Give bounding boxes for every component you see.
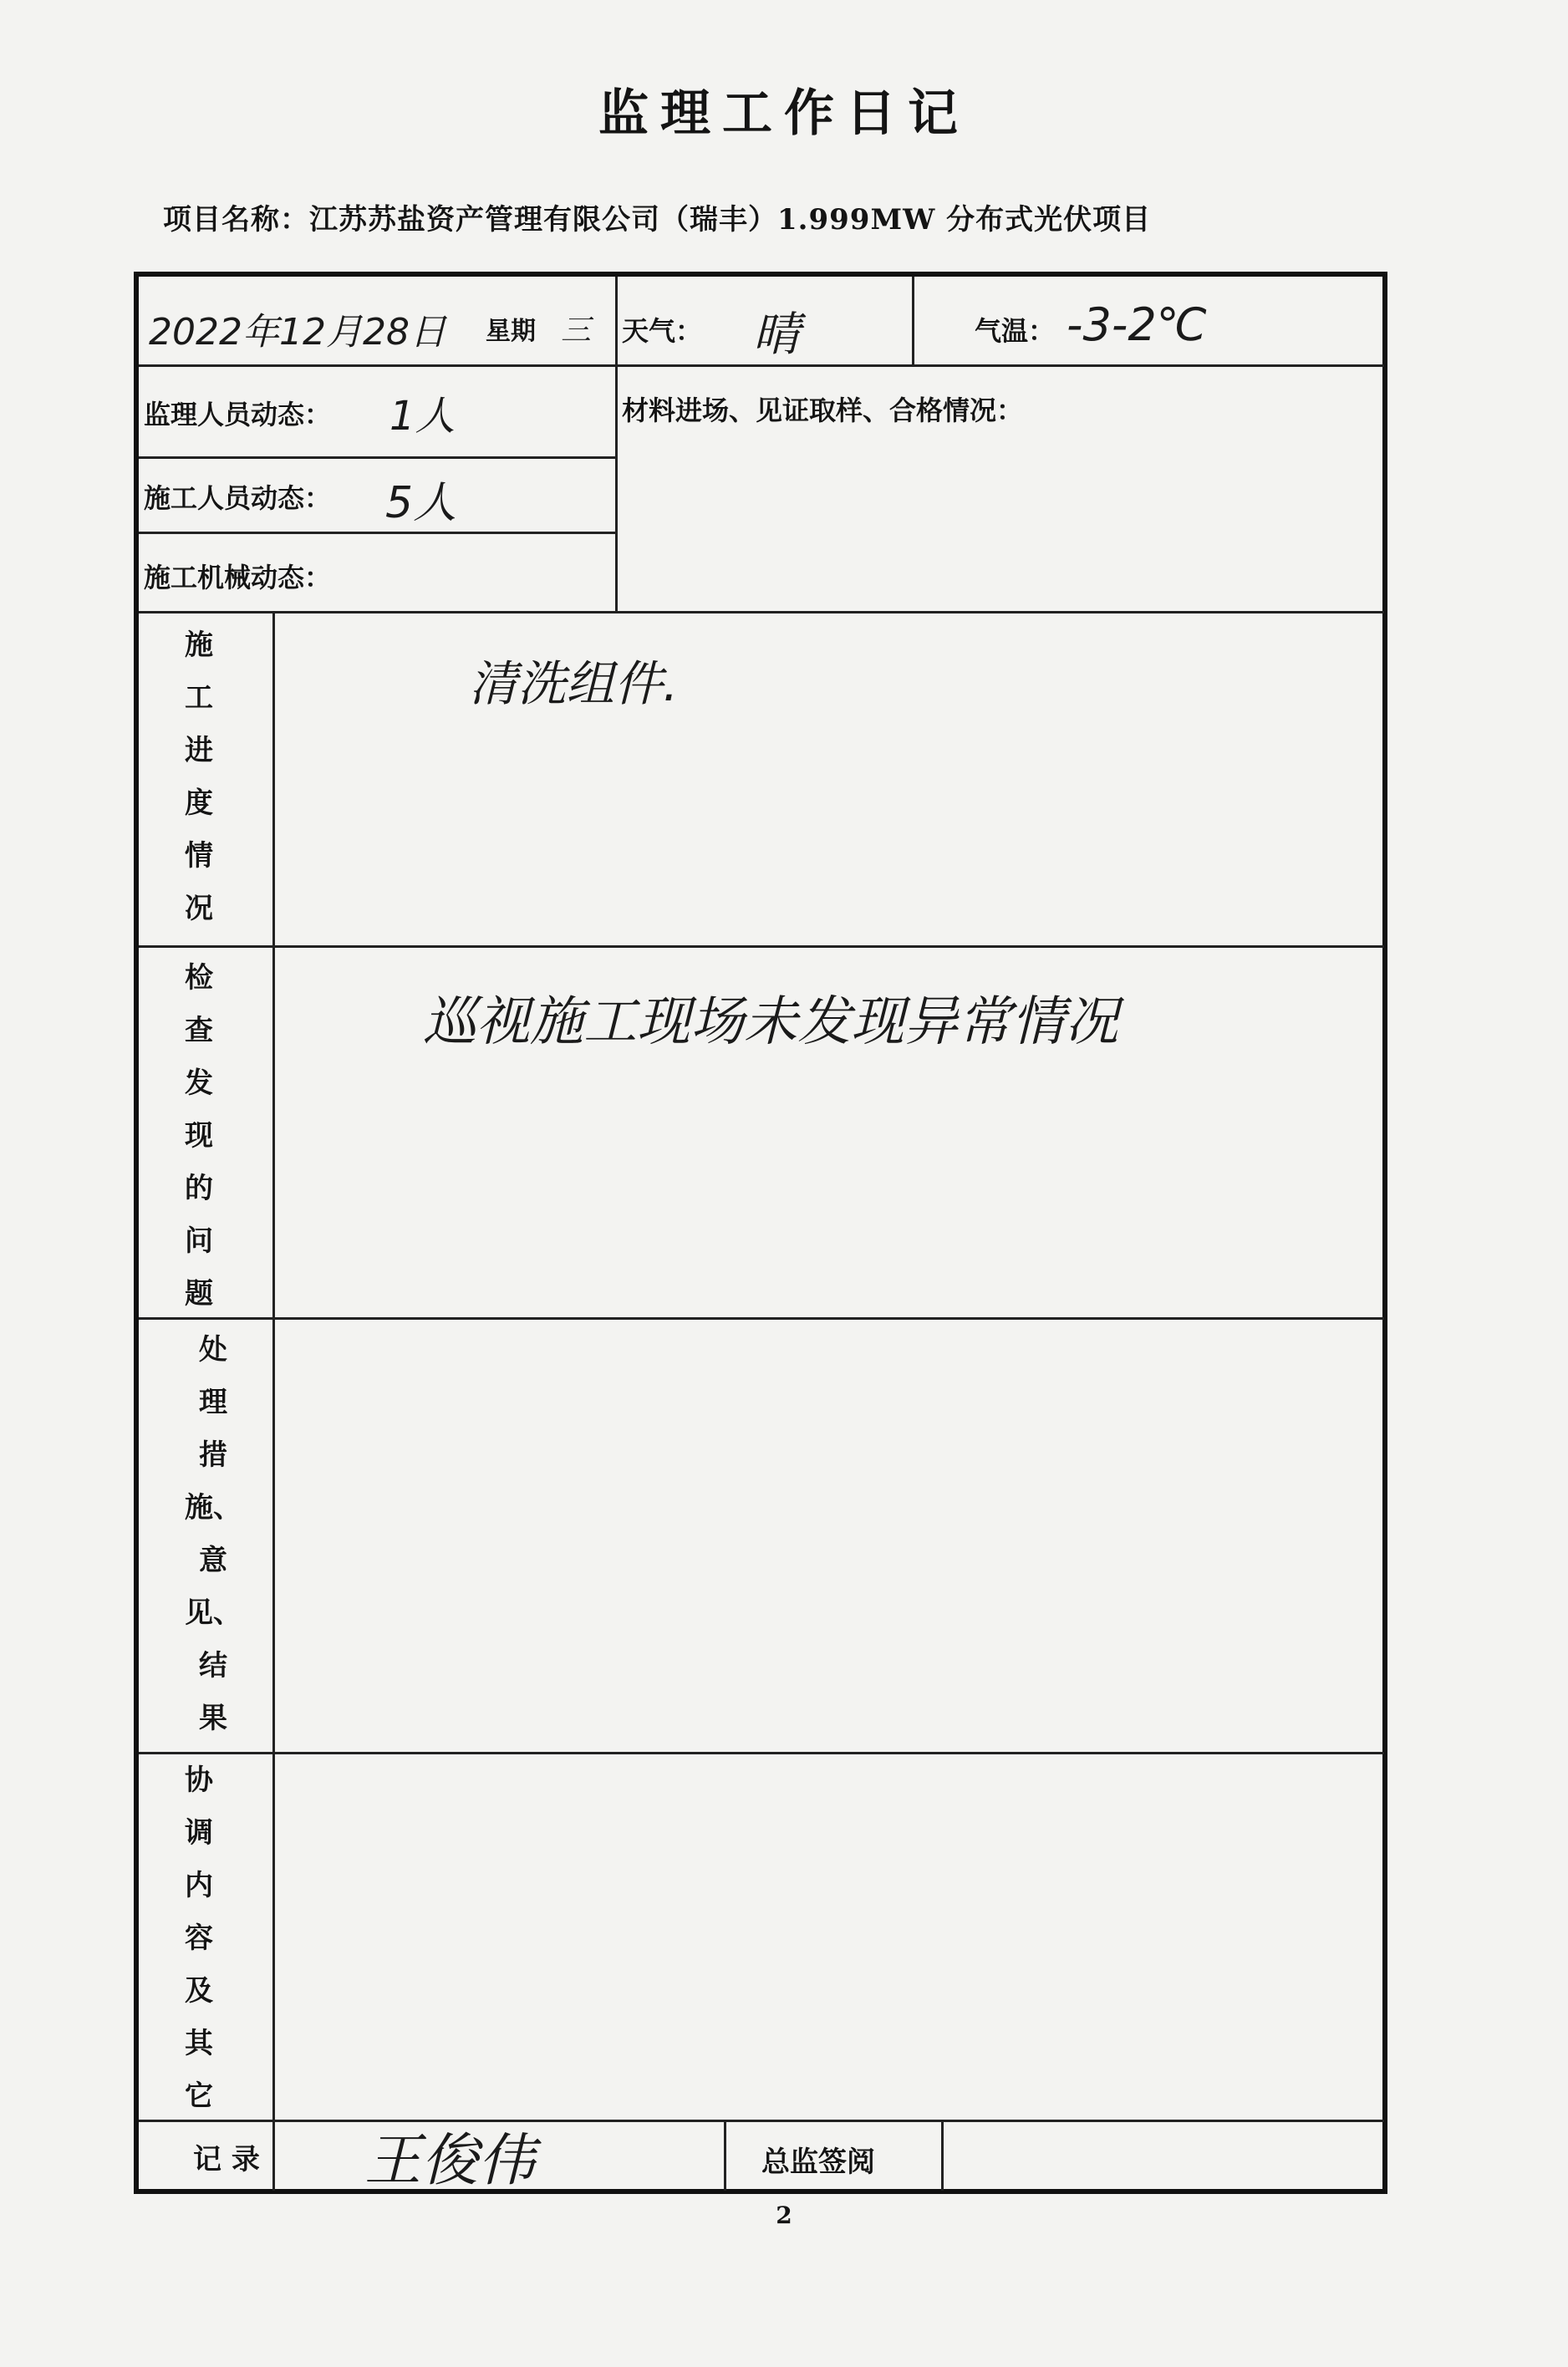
row-divider [139, 456, 615, 459]
page-number: 2 [776, 2202, 792, 2229]
row-divider [139, 1317, 1384, 1320]
row-divider [139, 364, 1384, 367]
project-name: 项目名称：江苏苏盐资产管理有限公司（瑞丰）1.999MW 分布式光伏项目 [163, 203, 1152, 237]
row-divider [139, 532, 615, 534]
row-divider [139, 2120, 1384, 2122]
supervision-staff-label: 监理人员动态： [144, 399, 332, 430]
weather-value: 晴 [753, 308, 800, 362]
row-divider [139, 611, 1384, 613]
row-divider [139, 945, 1384, 948]
construction-staff-label: 施工人员动态： [144, 482, 332, 514]
coordination-section-label: 协 调 内 容 及 其 它 [185, 1764, 213, 2113]
measures-section-label: 处 理 措 施、 意 见、 结 果 [185, 1333, 242, 1735]
progress-content: 清洗组件. [469, 655, 679, 712]
col-divider [724, 2120, 726, 2191]
chief-review-label: 总监签阅 [761, 2146, 875, 2179]
construction-staff-value: 5人 [385, 478, 457, 528]
machinery-label: 施工机械动态： [144, 562, 332, 593]
weekday-value: 三 [561, 313, 592, 348]
issues-section-label: 检 查 发 现 的 问 题 [185, 961, 213, 1311]
record-label: 记 录 [193, 2143, 260, 2176]
date-value: 2022年12月28日 [149, 311, 446, 354]
col-divider [272, 611, 275, 2191]
supervision-staff-value: 1人 [389, 393, 456, 440]
recorder-signature: 王俊伟 [364, 2128, 536, 2194]
col-divider [615, 277, 618, 613]
materials-label: 材料进场、见证取样、合格情况： [622, 394, 1024, 426]
weekday-label: 星期 [486, 317, 536, 346]
page-title: 监理工作日记 [598, 84, 970, 143]
temperature-value: -3-2℃ [1067, 298, 1208, 351]
weather-label: 天气： [622, 315, 703, 347]
progress-section-label: 施 工 进 度 情 况 [185, 629, 213, 925]
col-divider [941, 2120, 944, 2191]
issues-content: 巡视施工现场未发现异常情况 [423, 991, 1118, 1053]
col-divider [912, 277, 914, 367]
diary-form [134, 272, 1387, 2194]
row-divider [139, 1752, 1384, 1754]
temperature-label: 气温： [975, 315, 1056, 347]
